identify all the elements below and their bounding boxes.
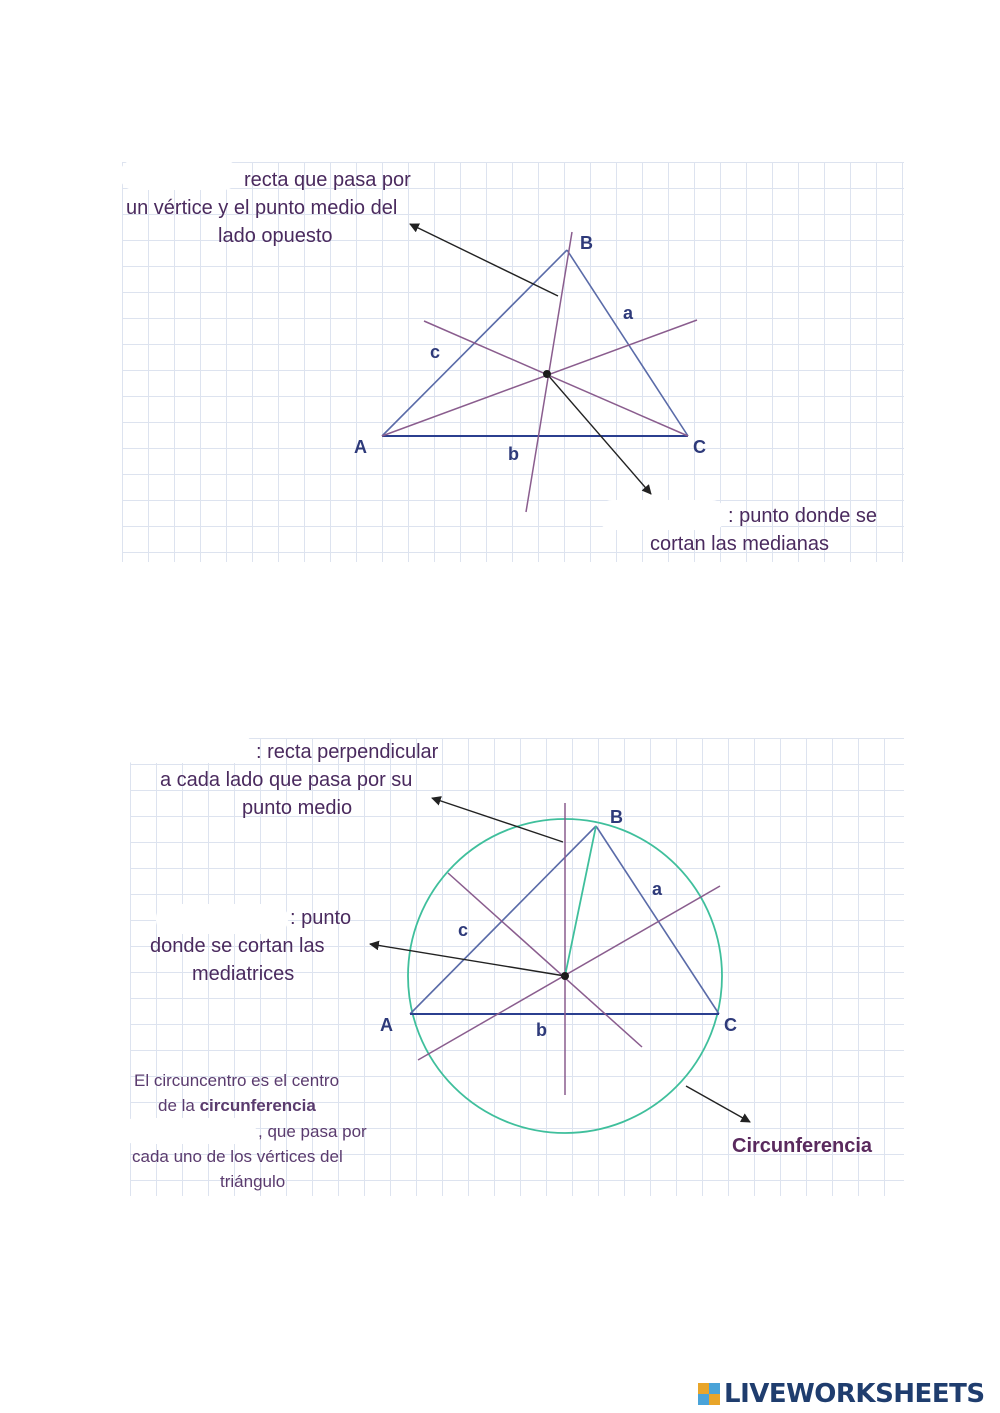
- side-label-b: b: [508, 444, 519, 464]
- baricentro-definition-line1: : punto donde se: [728, 505, 878, 527]
- answer-blank-mediatriz[interactable]: [120, 733, 252, 763]
- mediana-definition-line1: recta que pasa por: [244, 169, 411, 191]
- answer-blank-mediana[interactable]: [120, 160, 238, 190]
- circuncentro-definition-line2: donde se cortan las: [150, 935, 325, 957]
- liveworksheets-logo-text: LIVEWORKSHEETS: [724, 1379, 985, 1409]
- radius-to-b: [565, 826, 596, 976]
- side-label-a-2: a: [652, 879, 663, 899]
- vertex-label-c: C: [693, 437, 706, 457]
- circuncentro-note-line4: cada uno de los vértices del: [132, 1147, 343, 1166]
- arrow-to-mediana-definition: [410, 224, 558, 296]
- arrow-to-circuncentro-definition: [370, 944, 565, 976]
- circuncentro-definition-line3: mediatrices: [192, 963, 295, 985]
- mediatriz-definition-line3: punto medio: [242, 797, 353, 819]
- mediatriz-definition-line2: a cada lado que pasa por su: [160, 769, 413, 791]
- side-label-c-2: c: [458, 920, 469, 940]
- mediatriz-side-a: [418, 886, 720, 1060]
- mediana-definition-line2: un vértice y el punto medio del: [126, 197, 398, 219]
- vertex-label-b-2: B: [610, 807, 623, 827]
- side-label-a: a: [623, 303, 634, 323]
- answer-blank-circuncentro[interactable]: [156, 904, 288, 934]
- mediana-definition-line3: lado opuesto: [218, 225, 333, 247]
- figure-mediatrices: [370, 798, 750, 1133]
- triangle-side-ab-2: [410, 826, 596, 1014]
- note-line2-prefix: de la: [158, 1096, 200, 1115]
- triangle-side-bc-2: [596, 826, 719, 1014]
- note-line2-bold: circunferencia: [199, 1096, 316, 1115]
- liveworksheets-logo: [698, 1378, 985, 1410]
- liveworksheets-logo-icon: [698, 1383, 720, 1405]
- side-label-b-2: b: [536, 1020, 547, 1040]
- circuncentro-definition-line1: : punto: [290, 907, 352, 929]
- answer-blank-circunscrita[interactable]: [122, 1118, 256, 1144]
- circuncentro-note-line2: [158, 1093, 316, 1118]
- figure-medianas: [382, 224, 697, 512]
- vertex-label-b: B: [580, 233, 593, 253]
- side-label-c: c: [430, 342, 441, 362]
- arrow-to-circunferencia-label: [686, 1086, 750, 1122]
- circuncentro-note-line1: El circuncentro es el centro: [134, 1071, 340, 1090]
- answer-blank-baricentro[interactable]: [598, 500, 726, 530]
- circuncentro-note-line3: , que pasa por: [258, 1122, 367, 1141]
- arrow-to-baricentro-definition: [547, 374, 651, 494]
- vertex-label-c-2: C: [724, 1015, 737, 1035]
- circuncentro-note-line5: triángulo: [220, 1172, 286, 1191]
- triangle-side-bc: [567, 250, 688, 436]
- vertex-label-a: A: [354, 437, 367, 457]
- circunferencia-label: Circunferencia: [732, 1135, 873, 1157]
- baricentro-definition-line2: cortan las medianas: [650, 533, 829, 555]
- mediatriz-definition-line1: : recta perpendicular: [256, 741, 439, 763]
- vertex-label-a-2: A: [380, 1015, 393, 1035]
